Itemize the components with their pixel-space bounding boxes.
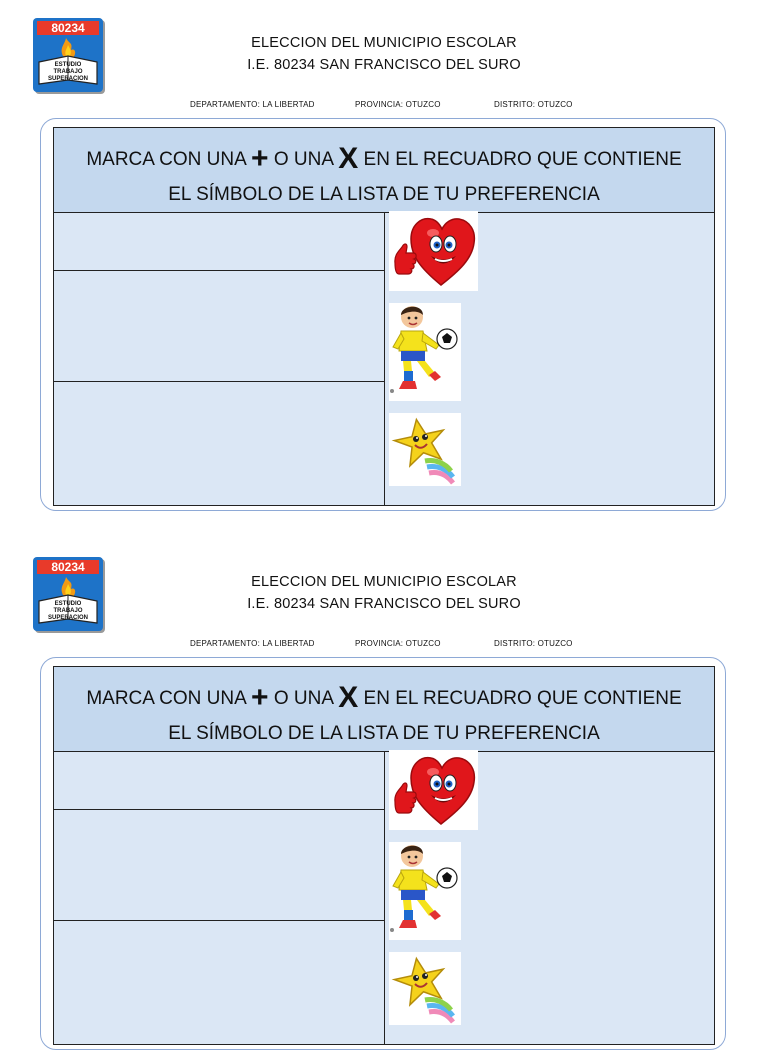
logo-number: 80234 xyxy=(51,21,85,35)
vote-box-star-list[interactable] xyxy=(54,921,384,1045)
election-title: ELECCION DEL MUNICIPIO ESCOLAR xyxy=(251,574,517,590)
departamento-label: DEPARTAMENTO: LA LIBERTAD xyxy=(190,639,315,648)
row-divider xyxy=(54,381,384,382)
departamento-label: DEPARTAMENTO: LA LIBERTAD xyxy=(190,100,315,109)
vote-box-heart-list[interactable] xyxy=(54,751,384,809)
provincia-label: PROVINCIA: OTUZCO xyxy=(355,639,441,648)
row-divider xyxy=(54,809,384,810)
school-name: I.E. 80234 SAN FRANCISCO DEL SURO xyxy=(247,596,521,612)
instruction-header xyxy=(54,128,714,213)
vote-table xyxy=(53,127,715,506)
logo-number: 80234 xyxy=(51,560,85,574)
soccer-player-icon xyxy=(389,842,461,940)
logo-motto-1: ESTUDIO xyxy=(54,62,82,68)
shooting-star-icon xyxy=(389,952,461,1025)
provincia-label: PROVINCIA: OTUZCO xyxy=(355,100,441,109)
ballot xyxy=(0,0,768,520)
x-symbol: X xyxy=(338,681,359,714)
instruction-line-2: EL SÍMBOLO DE LA LISTA DE TU PREFERENCIA xyxy=(168,723,600,744)
row-divider xyxy=(54,920,384,921)
instruction-text-2: O UNA xyxy=(268,149,339,170)
plus-symbol: + xyxy=(251,142,269,175)
vote-box-soccer-list[interactable] xyxy=(54,271,384,381)
distrito-label: DISTRITO: OTUZCO xyxy=(494,639,573,648)
vote-box-heart-list[interactable] xyxy=(54,212,384,270)
instruction-text-3: EN EL RECUADRO QUE CONTIENE xyxy=(358,149,682,170)
instruction-text-3: EN EL RECUADRO QUE CONTIENE xyxy=(358,688,682,709)
instruction-text-1: MARCA CON UNA xyxy=(86,149,252,170)
vote-box-soccer-list[interactable] xyxy=(54,810,384,920)
logo-motto-3: SUPERACION xyxy=(47,615,89,621)
soccer-player-icon xyxy=(389,303,461,401)
logo-motto-3: SUPERACION xyxy=(47,76,89,82)
column-divider xyxy=(384,751,385,1045)
ballot xyxy=(0,539,768,1059)
column-divider xyxy=(384,212,385,506)
row-divider xyxy=(54,270,384,271)
distrito-label: DISTRITO: OTUZCO xyxy=(494,100,573,109)
logo-motto-1: ESTUDIO xyxy=(54,601,82,607)
heart-thumbs-up-icon xyxy=(389,211,478,291)
plus-symbol: + xyxy=(251,681,269,714)
election-title: ELECCION DEL MUNICIPIO ESCOLAR xyxy=(251,35,517,51)
instruction-header xyxy=(54,667,714,752)
shooting-star-icon xyxy=(389,413,461,486)
logo-motto-2: TRABAJO xyxy=(53,69,83,75)
vote-table xyxy=(53,666,715,1045)
vote-box-star-list[interactable] xyxy=(54,382,384,506)
x-symbol: X xyxy=(338,142,359,175)
school-name: I.E. 80234 SAN FRANCISCO DEL SURO xyxy=(247,57,521,73)
instruction-line-2: EL SÍMBOLO DE LA LISTA DE TU PREFERENCIA xyxy=(168,184,600,205)
instruction-text-1: MARCA CON UNA xyxy=(86,688,252,709)
logo-motto-2: TRABAJO xyxy=(53,608,83,614)
instruction-text-2: O UNA xyxy=(268,688,339,709)
heart-thumbs-up-icon xyxy=(389,750,478,830)
